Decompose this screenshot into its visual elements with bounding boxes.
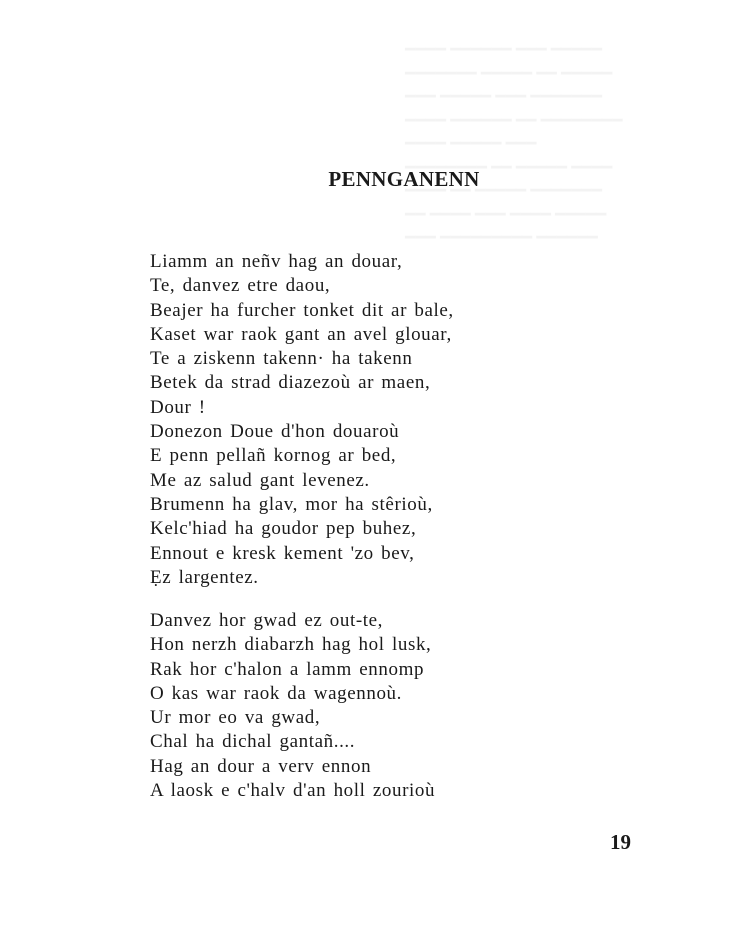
poem-line: Donezon Doue d'hon douaroù bbox=[150, 421, 400, 443]
poem-line: Hag an dour a verv ennon bbox=[150, 755, 372, 777]
poem-line: Liamm an neñv hag an douar, bbox=[150, 251, 403, 272]
poem-line: Te, danvez etre daou, bbox=[150, 275, 331, 297]
poem-line: O kas war raok da wagennoù. bbox=[150, 682, 403, 704]
poem-line: Dour ! bbox=[150, 396, 206, 418]
poem-line: Ẹz largentez. bbox=[150, 566, 259, 588]
poem-line: Rak hor c'halon a lamm ennomp bbox=[150, 658, 425, 680]
poem-line: E penn pellañ kornog ar bed, bbox=[150, 445, 397, 467]
page-number: 19 bbox=[610, 830, 631, 854]
poem-line: Kelc'hiad ha goudor pep buhez, bbox=[150, 518, 417, 540]
poem-line: Te a ziskenn takenn· ha takenn bbox=[150, 348, 413, 370]
poem-line: Danvez hor gwad ez out-te, bbox=[150, 610, 384, 631]
poem-line: Betek da strad diazezoù ar maen, bbox=[150, 372, 431, 394]
poem-line: Hon nerzh diabarzh hag hol lusk, bbox=[150, 634, 432, 656]
poem-line: Ennout e kresk kement 'zo bev, bbox=[150, 542, 415, 564]
stanza-1 bbox=[150, 250, 454, 590]
poem-line: Kaset war raok gant an avel glouar, bbox=[150, 323, 452, 345]
poem-line: Ur mor eo va gwad, bbox=[150, 707, 321, 729]
bleed-through-texture bbox=[405, 38, 735, 250]
stanza-2 bbox=[150, 609, 435, 803]
poem-title: PENNGANENN bbox=[328, 167, 480, 191]
poem-line: Chal ha dichal gantañ.... bbox=[150, 731, 356, 753]
poem-line: Brumenn ha glav, mor ha stêrioù, bbox=[150, 493, 433, 515]
poem-line: Beajer ha furcher tonket dit ar bale, bbox=[150, 299, 454, 321]
poem-line: Me az salud gant levenez. bbox=[150, 469, 370, 491]
poem-line: A laosk e c'halv d'an holl zourioù bbox=[150, 780, 436, 802]
